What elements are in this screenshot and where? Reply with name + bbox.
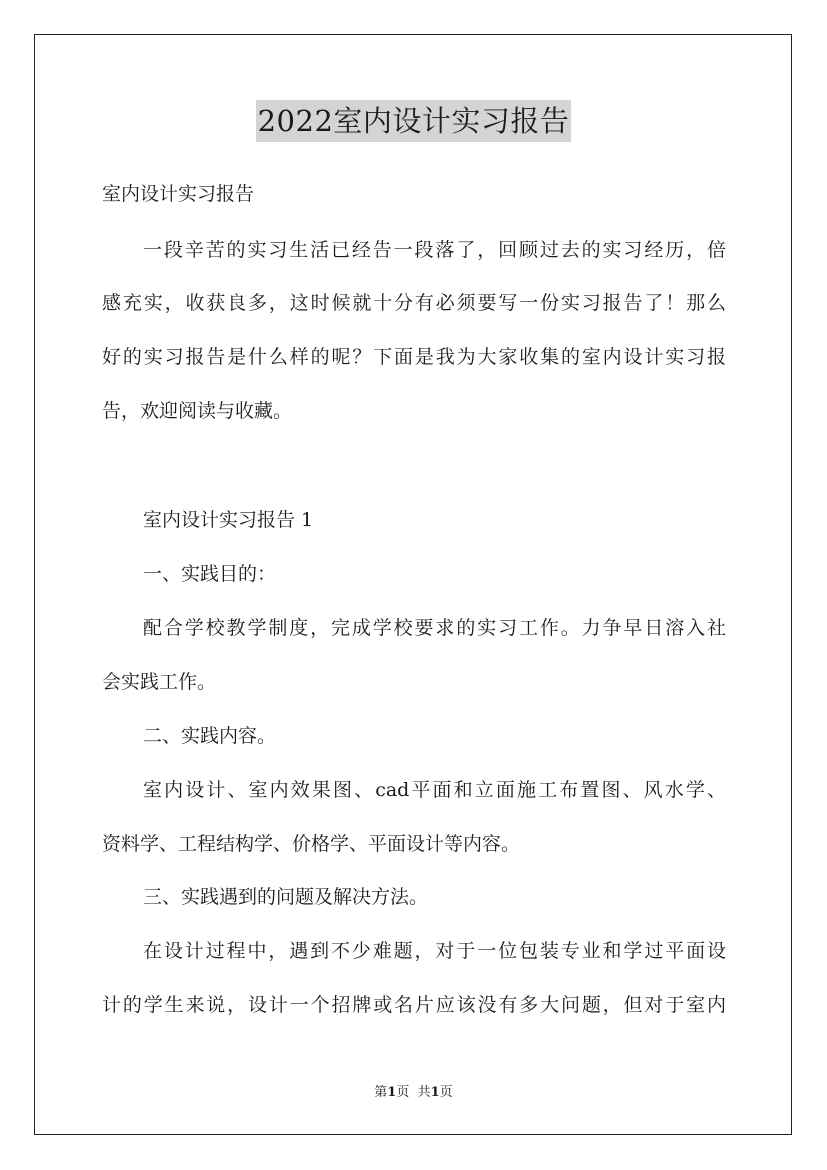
intro-line-1: 一段辛苦的实习生活已经告一段落了，回顾过去的实习经历，倍 — [143, 239, 726, 261]
document-subtitle: 室内设计实习报告 — [102, 183, 255, 205]
heading-practice-purpose: 一、实践目的： — [143, 563, 277, 585]
footer-page-suffix: 页 — [396, 1085, 410, 1100]
paragraph-1-line-1: 配合学校教学制度，完成学校要求的实习工作。力争早日溶入社 — [143, 617, 726, 639]
paragraph-2-line-1: 室内设计、室内效果图、cad平面和立面施工布置图、风水学、 — [143, 779, 726, 801]
intro-line-2: 感充实，收获良多，这时候就十分有必须要写一份实习报告了！那么 — [102, 292, 726, 314]
section-heading: 室内设计实习报告 1 — [143, 509, 314, 531]
title-container — [0, 100, 827, 142]
paragraph-1-line-2: 会实践工作。 — [102, 671, 217, 693]
paragraph-3-line-2: 计的学生来说，设计一个招牌或名片应该没有多大问题，但对于室内 — [102, 994, 726, 1016]
footer-page-prefix: 第 — [374, 1085, 388, 1100]
footer-total-number: 1 — [430, 1085, 440, 1100]
heading-problems-solutions: 三、实践遇到的问题及解决方法。 — [143, 886, 429, 908]
page-footer — [0, 1084, 827, 1102]
intro-line-4: 告，欢迎阅读与收藏。 — [102, 400, 293, 422]
heading-practice-content: 二、实践内容。 — [143, 725, 277, 747]
intro-line-3: 好的实习报告是什么样的呢？下面是我为大家收集的室内设计实习报 — [102, 346, 726, 368]
footer-page-number: 1 — [387, 1085, 397, 1100]
footer-total-suffix: 页 — [439, 1085, 453, 1100]
paragraph-2-line-2: 资料学、工程结构学、价格学、平面设计等内容。 — [102, 833, 521, 855]
document-title: 2022室内设计实习报告 — [256, 100, 572, 142]
paragraph-3-line-1: 在设计过程中，遇到不少难题，对于一位包装专业和学过平面设 — [143, 940, 726, 962]
footer-total-prefix: 共 — [417, 1085, 431, 1100]
